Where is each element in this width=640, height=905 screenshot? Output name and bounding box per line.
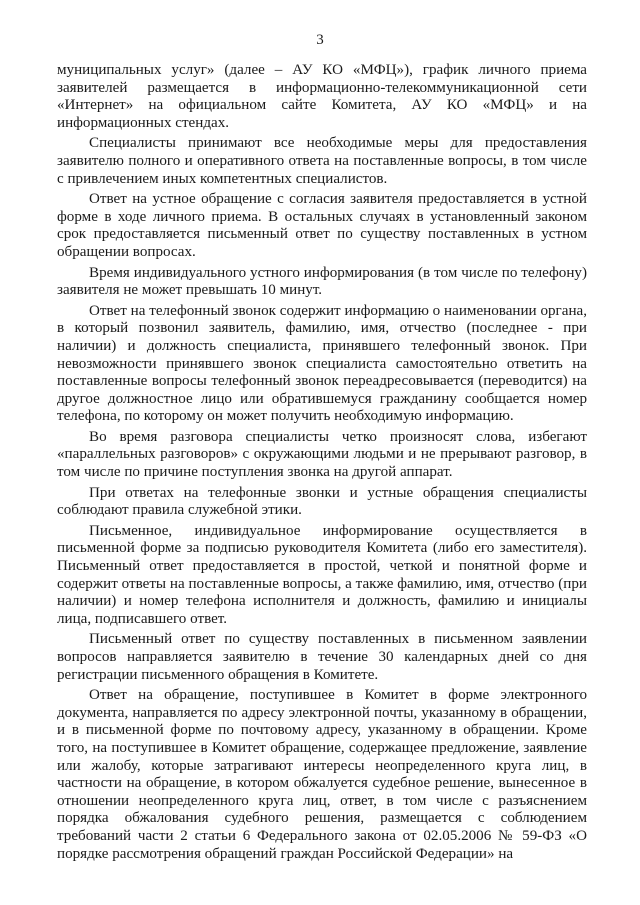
paragraph: При ответах на телефонные звонки и устные обращения специалисты соблюдают правила служебной этики. xyxy=(57,484,587,519)
paragraph: Письменный ответ по существу поставленных в письменном заявлении вопросов направляется заявителю в течение 30 календарных дней со дня регистрации письменного обращения в Комитете. xyxy=(57,631,587,683)
page-number: 3 xyxy=(316,32,324,48)
document-body xyxy=(57,62,587,866)
paragraph: Специалисты принимают все необходимые меры для предоставления заявителю полного и оперативного ответа на поставленные вопросы, в том числе с привлечением иных компетентных специалистов. xyxy=(57,135,587,187)
paragraph: Ответ на телефонный звонок содержит информацию о наименовании органа, в который позвонил заявитель, фамилию, имя, отчество (последнее - при наличии) и должность специалиста, принявшего телефонный звонок. При невозможности принявшего звонок специалиста самостоятельно ответить на поставленные вопросы телефонный звонок переадресовывается (переводится) на другое должностное лицо или обратившемуся гражданину сообщается номер телефона, по которому он может получить необходимую информацию. xyxy=(57,302,587,425)
paragraph: муниципальных услуг» (далее – АУ КО «МФЦ»), график личного приема заявителей размещается в информационно-телекоммуникационной сети «Интернет» на официальном сайте Комитета, АУ КО «МФЦ» и на информационных стендах. xyxy=(57,62,587,131)
paragraph: Ответ на обращение, поступившее в Комитет в форме электронного документа, направляется по адресу электронной почты, указанному в обращении, и в письменной форме по почтовому адресу, указанному в обращении. Кроме того, на поступившее в Комитет обращение, содержащее предложение, заявление или жалобу, которые затрагивают интересы неопределенного круга лиц, в частности на обращение, в котором обжалуется судебное решение, вынесенное в отношении неопределенного круга лиц, ответ, в том числе с разъяснением порядка обжалования судебного решения, размещается с соблюдением требований части 2 статьи 6 Федерального закона от 02.05.2006 № 59-ФЗ «О порядке рассмотрения обращений граждан Российской Федерации» на xyxy=(57,687,587,862)
paragraph: Время индивидуального устного информирования (в том числе по телефону) заявителя не может превышать 10 минут. xyxy=(57,264,587,299)
paragraph: Во время разговора специалисты четко произносят слова, избегают «параллельных разговоров» с окружающими людьми и не прерывают разговор, в том числе по причине поступления звонка на другой аппарат. xyxy=(57,428,587,481)
paragraph: Письменное, индивидуальное информирование осуществляется в письменной форме за подписью руководителя Комитета (либо его заместителя). Письменный ответ предоставляется в простой, четкой и понятной форме и содержит ответы на поставленные вопросы, а также фамилию, имя, отчество (при наличии) и номер телефона исполнителя и должность, фамилию и инициалы лица, подписавшего ответ. xyxy=(57,522,587,627)
paragraph: Ответ на устное обращение с согласия заявителя предоставляется в устной форме в ходе личного приема. В остальных случаях в установленный законом срок предоставляется письменный ответ по существу поставленных в устном обращении вопросах. xyxy=(57,191,587,260)
